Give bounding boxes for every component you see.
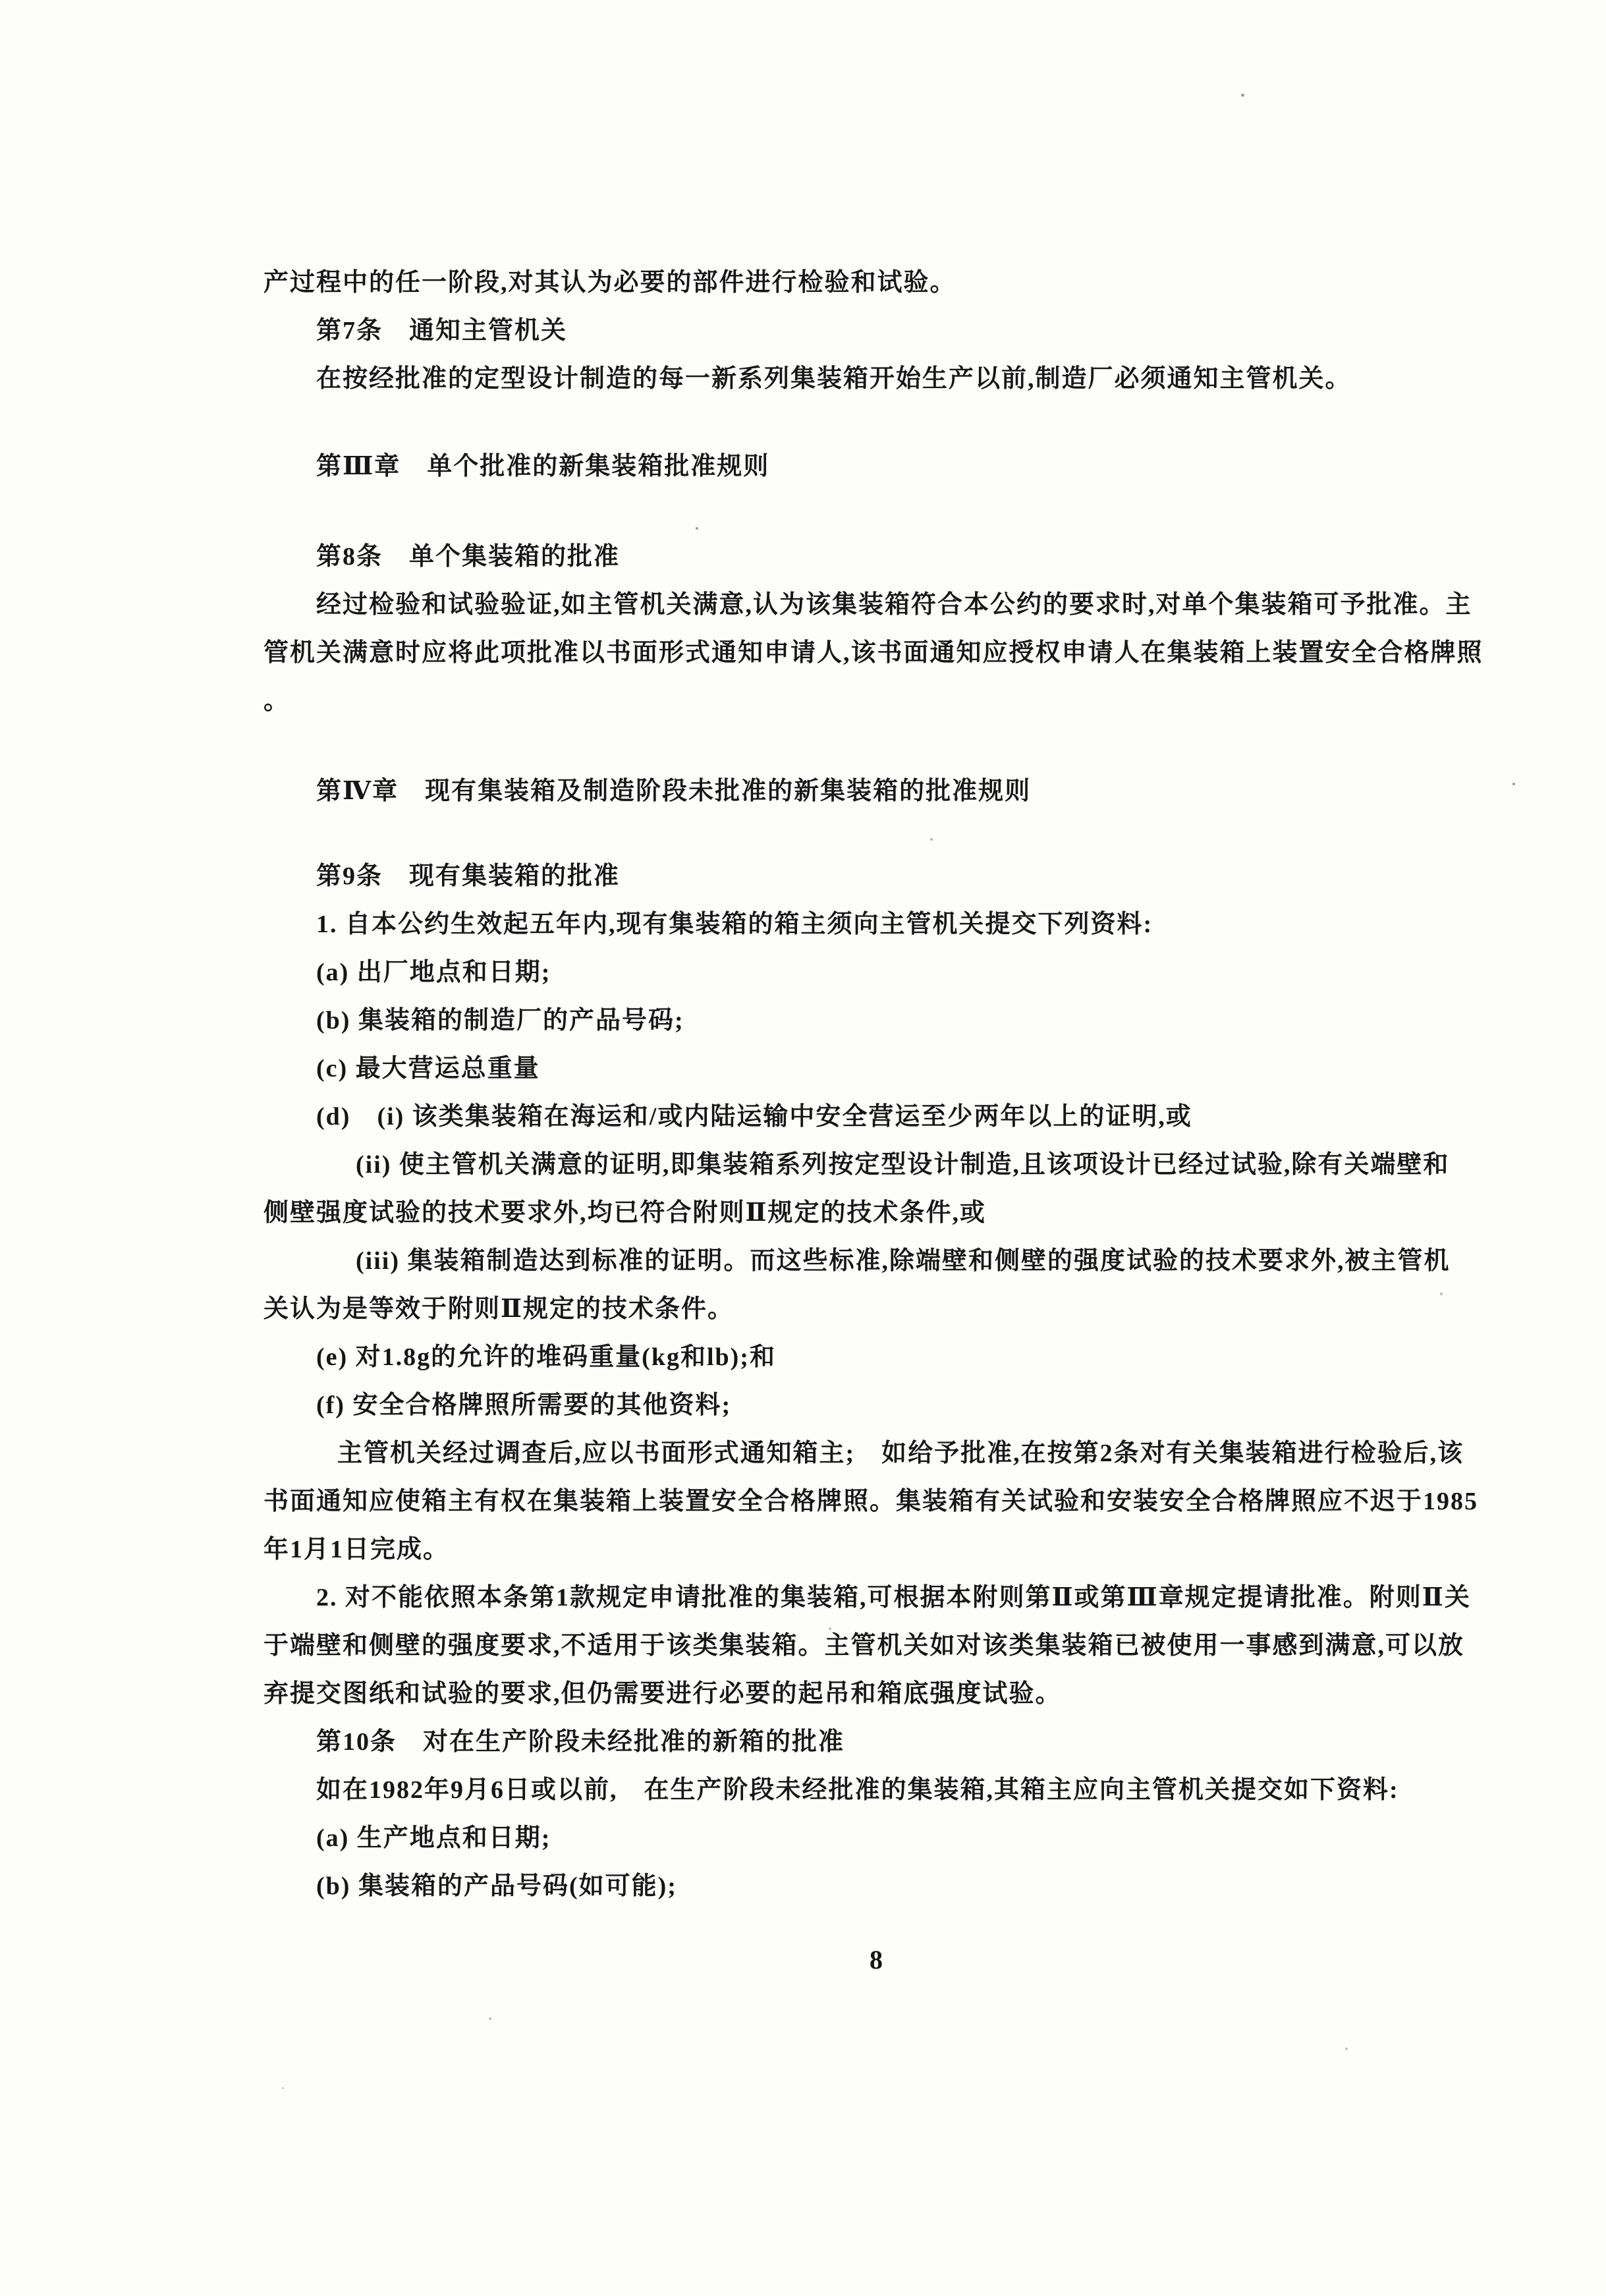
- article-10-heading: 第10条 对在生产阶段未经批准的新箱的批准: [316, 1728, 845, 1756]
- list-item-f: (f) 安全合格牌照所需要的其他资料;: [316, 1391, 732, 1419]
- list-item-b: (b) 集装箱的制造厂的产品号码;: [316, 1007, 684, 1034]
- list-item-d-iii-continuation: 关认为是等效于附则Ⅱ规定的技术条件。: [263, 1295, 734, 1323]
- scan-speckle: [696, 527, 698, 530]
- article-10-body-line: 如在1982年9月6日或以前, 在生产阶段未经批准的集装箱,其箱主应向主管机关提交如下资料:: [316, 1776, 1399, 1804]
- scan-speckle: [1241, 94, 1244, 97]
- article-8-body-line: 。: [263, 687, 291, 715]
- scan-speckle: [1345, 2048, 1348, 2050]
- clause-1-closing-line: 主管机关经过调查后,应以书面形式通知箱主; 如给予批准,在按第2条对有关集装箱进行检验后,该: [337, 1440, 1464, 1467]
- list-item-d-iii: (iii) 集装箱制造达到标准的证明。而这些标准,除端壁和侧壁的强度试验的技术要求外,被主管机: [356, 1247, 1451, 1275]
- article-7-heading: 第7条 通知主管机关: [316, 317, 568, 345]
- clause-1-closing-line: 年1月1日完成。: [263, 1536, 450, 1563]
- page-number: 8: [870, 1945, 883, 1974]
- clause-2-line: 2. 对不能依照本条第1款规定申请批准的集装箱,可根据本附则第Ⅱ或第Ⅲ章规定提请批准。附则Ⅱ关: [316, 1584, 1471, 1611]
- scan-speckle: [489, 2017, 491, 2020]
- document-body: [263, 259, 1489, 1984]
- chapter-4-heading: 第Ⅳ章 现有集装箱及制造阶段未批准的新集装箱的批准规则: [316, 777, 1032, 805]
- paragraph-continuation-line: 产过程中的任一阶段,对其认为必要的部件进行检验和试验。: [263, 269, 956, 296]
- scan-speckle: [930, 838, 933, 841]
- article-8-heading: 第8条 单个集装箱的批准: [316, 543, 621, 571]
- list-item-d-i: (d) (i) 该类集装箱在海运和/或内陆运输中安全营运至少两年以上的证明,或: [316, 1103, 1192, 1131]
- list-item-a: (a) 生产地点和日期;: [316, 1824, 551, 1852]
- article-8-body-line: 管机关满意时应将此项批准以书面形式通知申请人,该书面通知应授权申请人在集装箱上装置安全合格牌照: [263, 639, 1483, 667]
- article-9-heading: 第9条 现有集装箱的批准: [316, 862, 621, 890]
- article-8-body-line: 经过检验和试验验证,如主管机关满意,认为该集装箱符合本公约的要求时,对单个集装箱可予批准。主: [316, 591, 1472, 619]
- list-item-b: (b) 集装箱的产品号码(如可能);: [316, 1872, 677, 1900]
- list-item-c: (c) 最大营运总重量: [316, 1055, 540, 1082]
- list-item-d-ii: (ii) 使主管机关满意的证明,即集装箱系列按定型设计制造,且该项设计已经过试验,除有关端壁和: [356, 1151, 1450, 1179]
- list-item-a: (a) 出厂地点和日期;: [316, 959, 551, 986]
- list-item-e: (e) 对1.8g的允许的堆码重量(kg和lb);和: [316, 1343, 776, 1371]
- clause-2-line: 于端壁和侧壁的强度要求,不适用于该类集装箱。主管机关如对该类集装箱已被使用一事感到满意,可以放: [263, 1632, 1465, 1660]
- scan-speckle: [1512, 783, 1515, 785]
- scan-speckle: [829, 1627, 831, 1630]
- scan-speckle: [1440, 1293, 1443, 1295]
- article-7-body-line: 在按经批准的定型设计制造的每一新系列集装箱开始生产以前,制造厂必须通知主管机关。: [316, 365, 1352, 393]
- scan-speckle: [282, 2087, 284, 2089]
- clause-1-closing-line: 书面通知应使箱主有权在集装箱上装置安全合格牌照。集装箱有关试验和安装安全合格牌照应不迟于1985: [263, 1488, 1479, 1515]
- clause-2-line: 弃提交图纸和试验的要求,但仍需要进行必要的起吊和箱底强度试验。: [263, 1680, 1062, 1708]
- clause-1-line: 1. 自本公约生效起五年内,现有集装箱的箱主须向主管机关提交下列资料:: [316, 910, 1153, 938]
- chapter-3-heading: 第Ⅲ章 单个批准的新集装箱批准规则: [316, 453, 770, 480]
- list-item-d-ii-continuation: 侧壁强度试验的技术要求外,均已符合附则Ⅱ规定的技术条件,或: [263, 1199, 987, 1227]
